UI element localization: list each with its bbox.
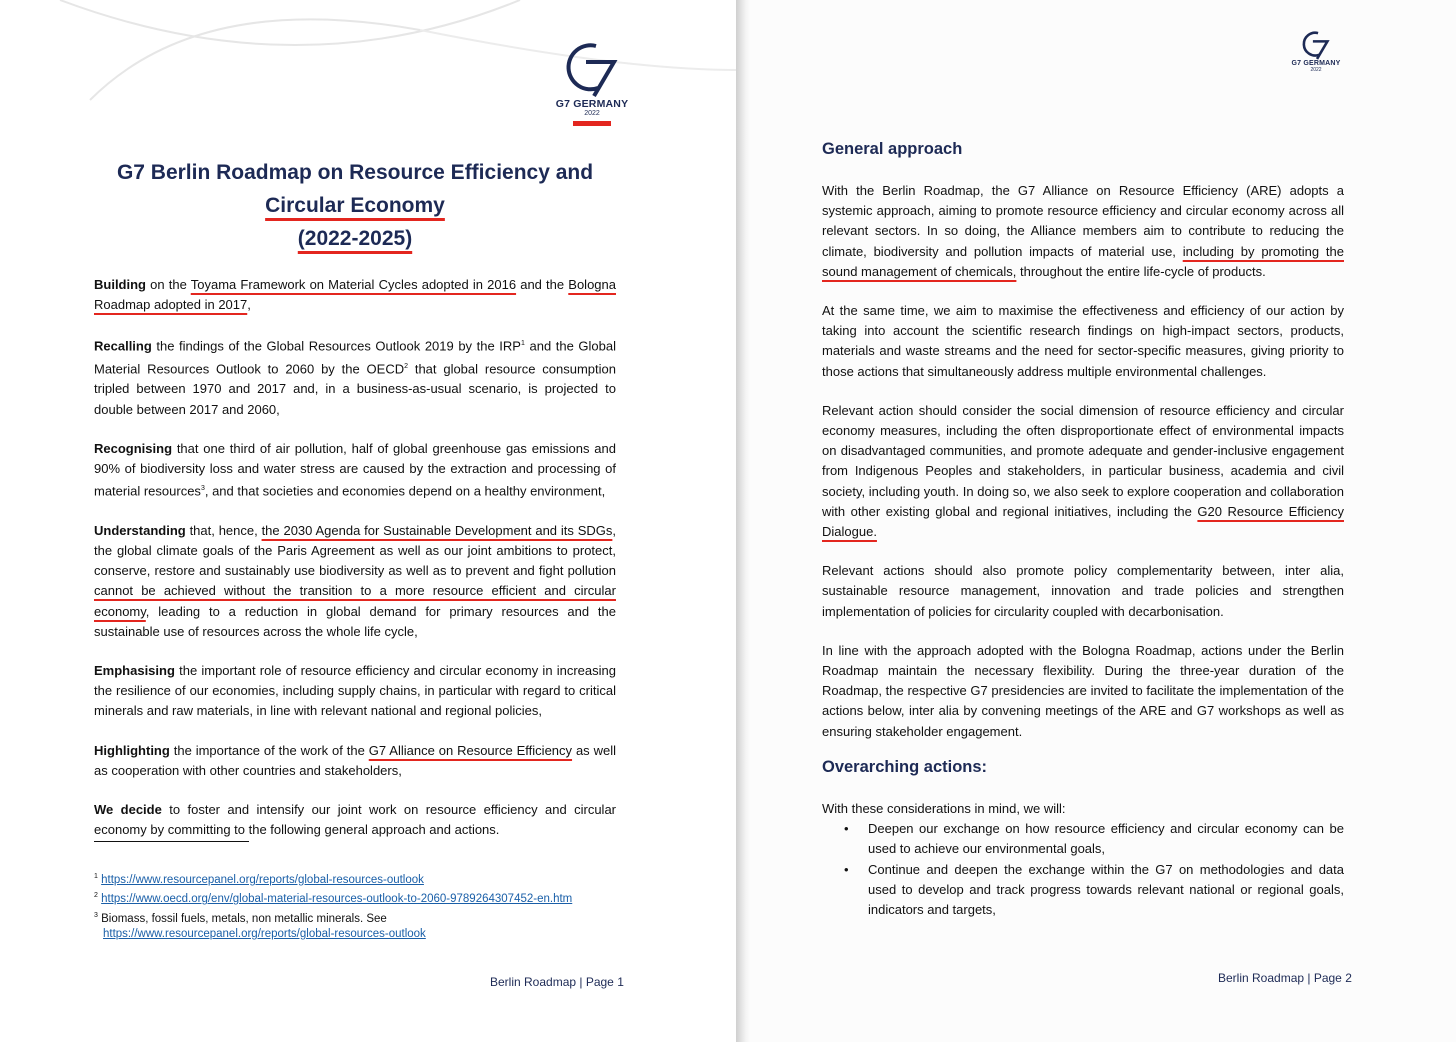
highlight-text: G7 Alliance on Resource Efficiency — [368, 742, 573, 758]
paragraph-recognising — [94, 439, 616, 502]
footnote-text: Biomass, fossil fuels, metals, non metallic minerals. See — [101, 912, 387, 925]
text: the important role of resource efficiency and circular economy in increasing the resilience of our economies, including supply chains, in particular with regard to critical minerals and raw materials, in line with relevant national and regional policies, — [94, 663, 616, 719]
g7-logo-small-icon — [1301, 30, 1331, 60]
page-footer-1: Berlin Roadmap | Page 1 — [490, 975, 624, 989]
paragraph-recalling — [94, 334, 616, 419]
footnote-divider — [94, 841, 249, 842]
footnote-link-2[interactable]: https://www.oecd.org/env/global-material-resources-outlook-to-2060-9789264307452-en.htm — [101, 893, 573, 906]
logo-year: 2022 — [584, 110, 600, 117]
footnote-link-1[interactable]: https://www.resourcepanel.org/reports/global-resources-outlook — [101, 873, 424, 886]
paragraph-understanding — [94, 521, 616, 642]
highlight-text: including by promoting the sound management of chemicals, — [822, 243, 1344, 279]
footnote-link-3[interactable]: https://www.resourcepanel.org/reports/global-resources-outlook — [103, 927, 426, 940]
lead-word: Recalling — [94, 338, 152, 354]
page-gutter — [736, 0, 750, 1042]
text: that global resource consumption tripled between 1970 and 2017 and, in a business-as-usual scenario, is projected to double between 2017 and 2060, — [94, 361, 616, 417]
paragraph-highlighting — [94, 741, 616, 781]
text: as well as cooperation with other countries and stakeholders, — [94, 742, 616, 778]
footnote-number: 2 — [94, 892, 98, 900]
text: and the — [516, 277, 569, 292]
text: , — [247, 297, 251, 313]
footnote-3-link-line — [94, 927, 572, 943]
title-line-3: (2022-2025) — [297, 227, 413, 250]
heading-general-approach: General approach — [822, 140, 963, 158]
text: and the Global Material Resources Outlook to 2060 by the OECD — [94, 338, 616, 377]
actions-list — [822, 819, 1344, 920]
logo-year-small: 2022 — [1310, 67, 1322, 73]
paragraph-complementarity: Relevant actions should also promote policy complementarity between, inter alia, sustainable resource management, innovation and trade policies and strengthen implementation of policies for circularity coupled with decarbonisation. — [822, 563, 1344, 619]
text: With the Berlin Roadmap, the G7 Alliance on Resource Efficiency (ARE) adopts a systemic approach, aiming to promote resource efficiency and circular economy across all relevant sectors. In so doing, the Alliance members aim to contribute to reducing the climate, biodiversity and pollution impacts of material use, — [822, 183, 1344, 259]
paragraph-emphasising — [94, 661, 616, 722]
paragraph-building — [94, 275, 616, 315]
text: , the global climate goals of the Paris Agreement as well as our joint ambitions to protect, conserve, restore and sustainably use biodiversity as well as to prevent and fight pollution — [94, 522, 616, 579]
footnote-3 — [94, 908, 572, 927]
highlight-text: G20 Resource Efficiency Dialogue. — [822, 503, 1344, 540]
logo-text-small: G7 GERMANY — [1291, 60, 1341, 67]
paragraph-systemic — [822, 181, 1344, 282]
text: that, hence, — [185, 522, 262, 538]
text: that one third of air pollution, half of global greenhouse gas emissions and 90% of biodiversity loss and water stress are caused by the extraction and processing of material resources — [94, 440, 616, 499]
footnote-ref: 2 — [404, 362, 408, 370]
text: throughout the entire life-cycle of products. — [1016, 263, 1266, 279]
overarching-actions-body — [822, 799, 1344, 920]
text: the importance of the work of the — [169, 742, 369, 758]
heading-overarching-actions: Overarching actions: — [822, 758, 988, 776]
footnote-2 — [94, 888, 572, 907]
paragraph-effectiveness: At the same time, we aim to maximise the effectiveness and efficiency of our action by taking into account the scientific research findings on high-impact sectors, products, materials and waste streams and the need for sector-specific measures, giving priority to those actions that simultaneously address multiple environmental challenges. — [822, 303, 1344, 379]
paragraph-we-decide — [94, 800, 616, 840]
text: Relevant action should consider the social dimension of resource efficiency and circular economy measures, including the often disproportionate effect of environmental impacts on disadvantaged communities, and promote adequate and gender-inclusive engagement from Indigenous Peoples and stakeholders, in particular business, academia and civil society, including youth. In doing so, we also seek to explore cooperation and collaboration with other existing global and regional initiatives, including the — [822, 402, 1344, 519]
general-approach-body — [822, 181, 1344, 761]
g7-logo-icon — [564, 40, 620, 98]
list-item: • Continue and deepen the exchange within the G7 on methodologies and data used to develop and track progress towards relevant national or regional goals, indicators and targets, — [868, 860, 1344, 921]
lead-word: Building — [94, 277, 146, 292]
highlight-text: the 2030 Agenda for Sustainable Development and its SDGs — [261, 522, 613, 538]
highlight-text: Toyama Framework on Material Cycles adopted in 2016 — [190, 277, 517, 292]
title-line-2: Circular Economy — [265, 194, 445, 217]
footnote-number: 1 — [94, 873, 98, 880]
text: on the — [146, 277, 191, 292]
lead-word: Highlighting — [94, 742, 170, 758]
actions-intro: With these considerations in mind, we will: — [822, 801, 1066, 816]
g7-logo — [532, 40, 652, 126]
document-title — [94, 156, 616, 255]
text: , leading to a reduction in global demand for primary resources and the sustainable use of resources across the whole life cycle, — [94, 603, 616, 639]
text: to foster and intensify our joint work on resource efficiency and circular economy by committing to the following general approach and actions. — [94, 802, 617, 838]
footnote-ref: 1 — [520, 340, 525, 348]
highlight-text: Bologna Roadmap adopted in 2017 — [94, 277, 616, 313]
paragraph-social — [822, 401, 1344, 542]
g7-logo-small — [1286, 30, 1346, 73]
lead-word: We decide — [94, 802, 162, 818]
text: the findings of the Global Resources Outlook 2019 by the IRP — [151, 338, 521, 354]
title-line-1: G7 Berlin Roadmap on Resource Efficiency and — [116, 161, 594, 184]
footnote-number: 3 — [94, 911, 98, 919]
footnote-ref: 3 — [200, 485, 205, 493]
footnotes — [94, 869, 572, 942]
paragraph-flexibility: In line with the approach adopted with the Bologna Roadmap, actions under the Berlin Roadmap maintain the necessary flexibility. During the three-year duration of the Roadmap, the respective G7 presidencies are invited to facilitate the implementation of the actions below, inter alia by convening meetings of the ARE and G7 workshops as well as ensuring stakeholder engagement. — [822, 642, 1344, 739]
logo-red-bar — [573, 121, 611, 126]
preamble-body — [94, 275, 616, 859]
lead-word: Recognising — [94, 440, 173, 456]
footnote-1 — [94, 869, 572, 888]
page-footer-2: Berlin Roadmap | Page 2 — [1218, 971, 1352, 985]
highlight-text: cannot be achieved without the transition to a more resource efficient and circular economy — [94, 583, 616, 619]
lead-word: Understanding — [94, 522, 186, 538]
logo-text: G7 GERMANY — [555, 98, 629, 110]
list-item: • Deepen our exchange on how resource efficiency and circular economy can be used to achieve our environmental goals, — [868, 819, 1344, 859]
lead-word: Emphasising — [94, 663, 175, 679]
text: , and that societies and economies depend on a healthy environment, — [204, 483, 606, 499]
